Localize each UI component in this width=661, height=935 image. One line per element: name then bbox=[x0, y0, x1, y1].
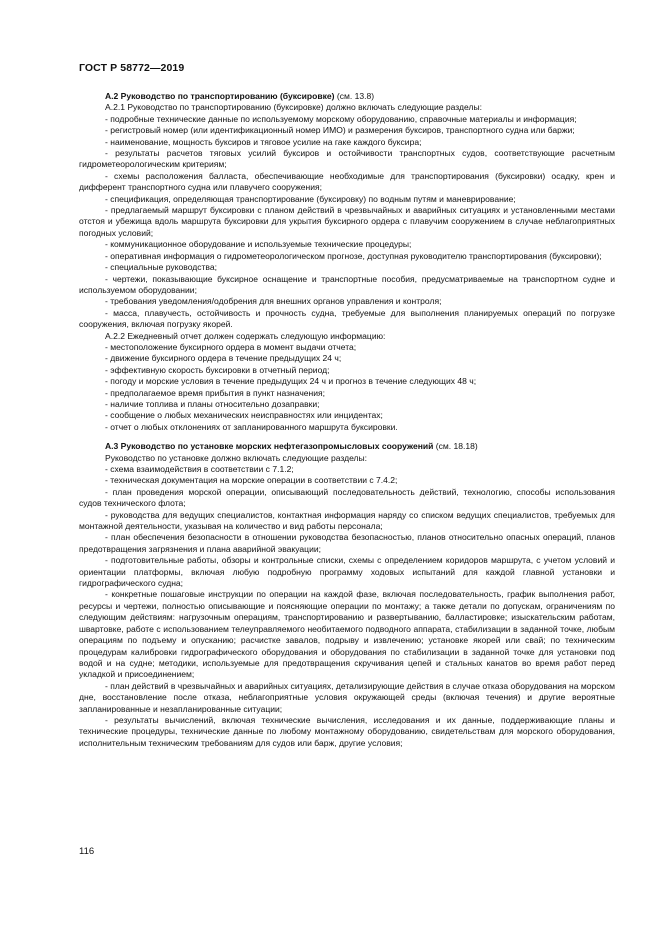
section-a3-heading: А.3 Руководство по установке морских нефтегазопромысловых сооружений bbox=[105, 441, 434, 452]
list-item: - схемы расположения балласта, обеспечивающие необходимые для транспортирования (буксировки) осадку, крен и дифферент транспортного судна или плавучего сооружения; bbox=[79, 170, 615, 193]
list-item: - конкретные пошаговые инструкции по операции на каждой фазе, включая последовательность, график выполнения работ, ресурсы и чертежи, полностью описывающие и поясняющие операции по монтажу; а также детали по допускам, ограничениям по следующим действиям: нагрузочным операциям, транспортированию и развертыванию, балластировке; изыскательским работам, швартовке, работе с использованием телеуправляемого необитаемого подводного аппарата, стабилизации в заданной точке, любым операциям по подъему и опусканию; расчистке завалов, подрыву и извлечению; установке якорей или свай; по техническим процедурам калибровки гидрографического оборудования и оборудования по стабилизации в заданной точке для установки под водой и на судне; методики, используемые для предотвращения скручивания цепей и стальных канатов во время работ перед укладкой и присоединением; bbox=[79, 589, 615, 680]
document-header: ГОСТ Р 58772—2019 bbox=[79, 62, 185, 74]
list-item: - подготовительные работы, обзоры и контрольные списки, схемы с определением коридоров маршрута, с учетом условий и ориентации платформы, включая любую подробную программу ходовых испытаний для каждой главной установки и гидрографического судна; bbox=[79, 555, 615, 589]
list-item: - отчет о любых отклонениях от запланированного маршрута буксировки. bbox=[105, 421, 398, 432]
list-item: - план проведения морской операции, описывающий последовательность действий, технологию, способы использования судов технического флота; bbox=[79, 486, 615, 509]
section-a2-ref: (см. 13.8) bbox=[336, 91, 375, 101]
list-item: - масса, плавучесть, остойчивость и прочность судна, требуемые для выполнения планируемых операций по погрузке сооружения, включая погрузку якорей. bbox=[79, 307, 615, 330]
list-item: - местоположение буксирного ордера в момент выдачи отчета; bbox=[105, 341, 357, 352]
list-item: - регистровый номер (или идентификационный номер ИМО) и размерения буксиров, транспортного судна или баржи; bbox=[105, 125, 575, 136]
list-item: - предлагаемый маршрут буксировки с планом действий в чрезвычайных и аварийных ситуациях и установленными местами отстоя и убежища вдоль маршрута буксировки для укрытия буксирного ордера с плавучим сооружением в случае неблагоприятных погодных условий; bbox=[79, 205, 615, 238]
paragraph: А.2.1 Руководство по транспортированию (буксировке) должно включать следующие разделы: bbox=[105, 102, 482, 113]
list-item: - спецификация, определяющая транспортирование (буксировку) по водным путям и маневрирование; bbox=[105, 193, 516, 204]
section-a2-title bbox=[79, 91, 615, 102]
list-item: - подробные технические данные по используемому морскому оборудованию, справочные материалы и информация; bbox=[105, 113, 577, 124]
section-a3-title bbox=[79, 441, 615, 452]
list-item: - руководства для ведущих специалистов, контактная информация наряду со списком ведущих специалистов, требуемых для монтажной деятельности, указывая на количество и вид работы персонала; bbox=[79, 509, 615, 532]
list-item: - наличие топлива и планы относительно дозаправки; bbox=[105, 398, 320, 409]
list-item: - погоду и морские условия в течение предыдущих 24 ч и прогноз в течение следующих 48 ч; bbox=[105, 376, 477, 387]
list-item: - результаты расчетов тяговых усилий буксиров и остойчивости транспортных судов, соответствующие расчетным гидрометеорологическим критериям; bbox=[79, 148, 615, 170]
section-a2-heading: А.2 Руководство по транспортированию (буксировке) bbox=[105, 91, 335, 101]
list-item: - план действий в чрезвычайных и аварийных ситуациях, детализирующие действия в случае отказа оборудования на морском дне, восстановление после отказа, неблагоприятные условия окружающей среды (включая течения) и другие вероятные запланированные и незапланированные ситуации; bbox=[79, 680, 615, 714]
list-item: - наименование, мощность буксиров и тяговое усилие на гаке каждого буксира; bbox=[105, 136, 422, 147]
list-item: - оперативная информация о гидрометеорологическом прогнозе, доступная руководителю транспортирования (буксировки); bbox=[105, 250, 602, 261]
section-a3-ref: (см. 18.18) bbox=[435, 441, 478, 452]
page-number: 116 bbox=[79, 846, 95, 857]
list-item: - предполагаемое время прибытия в пункт назначения; bbox=[105, 387, 326, 398]
paragraph: Руководство по установке должно включать следующие разделы: bbox=[105, 452, 368, 463]
list-item: - эффективную скорость буксировки в отчетный период; bbox=[105, 364, 330, 375]
list-item: - движение буксирного ордера в течение предыдущих 24 ч; bbox=[105, 353, 342, 364]
list-item: - требования уведомления/одобрения для внешних органов управления и контроля; bbox=[105, 296, 442, 307]
list-item: - коммуникационное оборудование и используемые технические процедуры; bbox=[105, 239, 412, 250]
list-item: - специальные руководства; bbox=[105, 262, 218, 273]
list-item: - сообщение о любых механических неисправностях или инцидентах; bbox=[105, 410, 383, 421]
paragraph: А.2.2 Ежедневный отчет должен содержать следующую информацию: bbox=[105, 330, 386, 341]
list-item: - план обеспечения безопасности в отношении руководства безопасностью, планов относительно опасных операций, планов предотвращения загрязнения и плана аварийной эвакуации; bbox=[79, 532, 615, 554]
list-item: - результаты вычислений, включая технические вычисления, исследования и их данные, поддерживающие планы и технические процедуры, технические данные по любому монтажному оборудованию, свидетельствам для морского оборудования, исполнительным техническим требованиям для судов или барж, другие условия; bbox=[79, 714, 615, 748]
list-item: - техническая документация на морские операции в соответствии с 7.4.2; bbox=[105, 475, 398, 486]
list-item: - схема взаимодействия в соответствии с 7.1.2; bbox=[105, 464, 294, 474]
document-body bbox=[79, 91, 615, 749]
list-item: - чертежи, показывающие буксирное оснащение и транспортные пособия, предусматриваемые на транспортном судне и используемом оборудовании; bbox=[79, 273, 615, 295]
